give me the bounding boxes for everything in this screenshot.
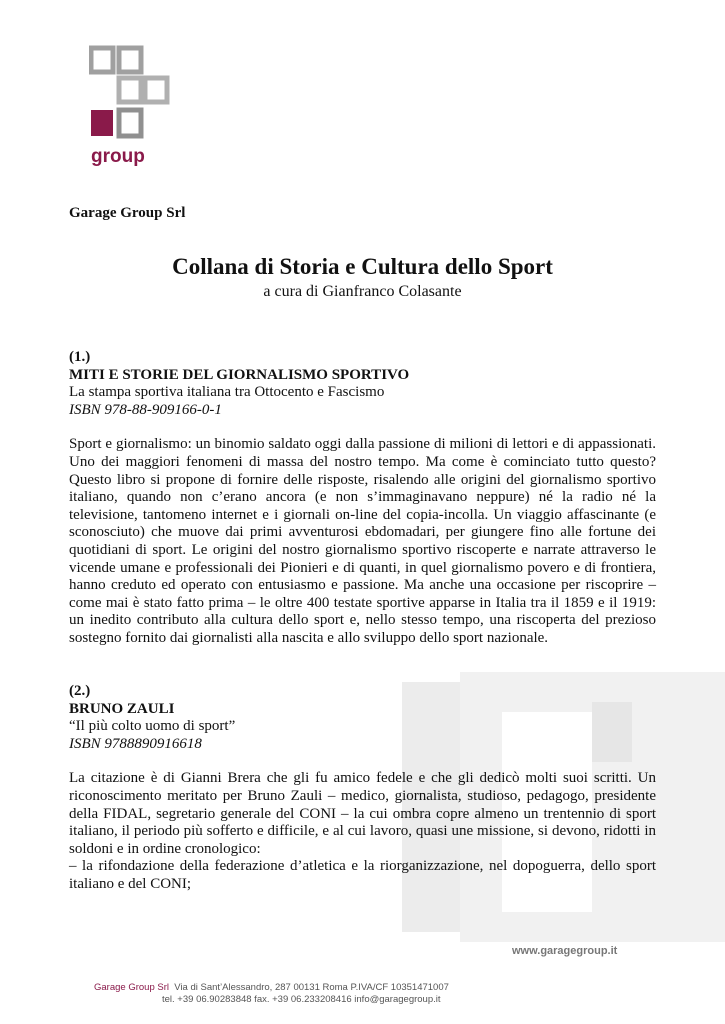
entry-isbn: ISBN 978-88-909166-0-1 xyxy=(69,401,222,418)
entry-description-line: – la rifondazione della federazione d’atletica e la riorganizzazione, nel dopoguerra, dello sport italiano e del CONI; xyxy=(69,858,656,892)
entry-title: MITI E STORIE DEL GIORNALISMO SPORTIVO xyxy=(69,366,410,383)
book-entry-2 xyxy=(69,683,656,894)
entry-number: (2.) xyxy=(69,683,91,699)
entry-subtitle: La stampa sportiva italiana tra Ottocento e Fascismo xyxy=(69,384,385,401)
logo-word: group xyxy=(91,146,145,167)
entry-description: Sport e giornalismo: un binomio saldato oggi dalla passione di milioni di lettori e di appassionati. Uno dei maggiori fenomeni di massa del nostro tempo. Ma come è cominciato tutto questo? Questo libro si propone di fornire delle risposte, risalendo alle origini del giornalismo sportivo italiano, quando non c’erano ancora (e non s’immaginavano neppure) né la radio né la televisione, tantomeno internet e i giornali on-line del copia-incolla. Un viaggio affascinante (e sconosciuto) che muove dai primi avventurosi ebdomadari, per giungere fino alle fortune dei quotidiani di sport. Le origini del nostro giornalismo sportivo riscoperte e narrate attraverso le vicende umane e professionali dei Pionieri e di quanti, in quel giornalismo povero e di frontiera, hanno creduto ed operato con entusiasmo e passione. Ma anche una occasione per riscoprire – come mai è stato fatto prima – le oltre 400 testate sportive apparse in Italia tra il 1859 e il 1919: un inedito contributo alla cultura dello sport e, nello stesso tempo, una riscoperta del prezioso sostegno fornito dai giornalisti alla nascita e allo sviluppo dello sport nazionale. xyxy=(69,436,656,646)
book-entry-1 xyxy=(69,349,656,648)
page-title: Collana di Storia e Cultura dello Sport xyxy=(172,254,553,279)
company-name: Garage Group Srl xyxy=(69,205,186,221)
entry-description: La citazione è di Gianni Brera che gli fu amico fedele e che gli dedicò molti suoi scritti. Un riconoscimento meritato per Bruno Zauli – medico, giornalista, studioso, pedagogo, presidente della FIDAL, segretario generale del CONI – la cui ombra copre almeno un trentennio di sport italiano, il periodo più sofferto e difficile, e al cui lavoro, quasi une missione, si devono, ridotti in soldoni e in ordine cronologico: xyxy=(69,770,656,857)
website-link[interactable]: www.garagegroup.it xyxy=(512,945,618,957)
entry-title: BRUNO ZAULI xyxy=(69,700,175,717)
entry-subtitle: “Il più colto uomo di sport” xyxy=(69,718,236,735)
footer-contacts: tel. +39 06.90283848 fax. +39 06.233208416 info@garagegroup.it xyxy=(162,994,441,1005)
entry-number: (1.) xyxy=(69,349,91,365)
garage-group-logo xyxy=(89,40,181,170)
entry-isbn: ISBN 9788890916618 xyxy=(69,735,202,752)
footer-address-line: Via di Sant’Alessandro, 287 00131 Roma P.IVA/CF 10351471007 xyxy=(174,982,449,993)
footer-company: Garage Group Srl xyxy=(94,982,169,993)
page-subtitle: a cura di Gianfranco Colasante xyxy=(263,283,462,300)
footer-address xyxy=(94,982,449,1006)
